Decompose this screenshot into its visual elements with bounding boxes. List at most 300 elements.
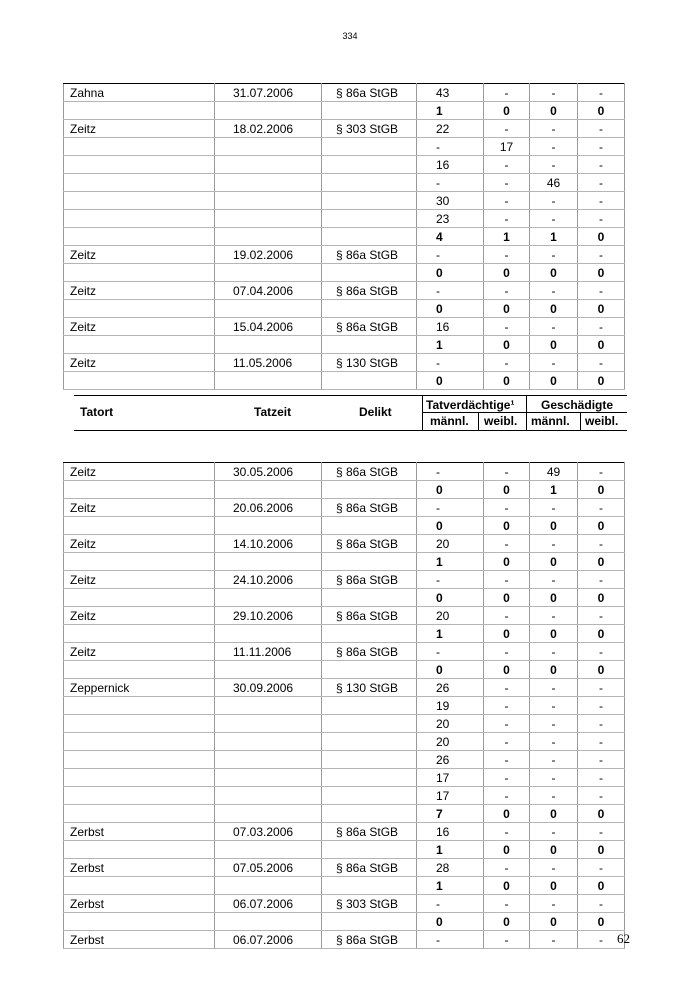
- gesch-maennl-cell: -: [530, 246, 578, 264]
- gesch-maennl-cell: 0: [530, 372, 578, 390]
- gesch-weibl-cell: 0: [578, 805, 625, 823]
- tatort-cell: [64, 192, 215, 210]
- tatzeit-cell: 31.07.2006: [215, 84, 322, 102]
- tatort-cell: Zerbst: [64, 931, 215, 949]
- delikt-cell: [322, 751, 417, 769]
- total-row: [64, 228, 625, 246]
- tatort-cell: [64, 841, 215, 859]
- table-row: [64, 769, 625, 787]
- total-row: [64, 625, 625, 643]
- incident-table-top: [63, 83, 625, 390]
- tatverd-maennl-cell: 0: [417, 300, 484, 318]
- gesch-maennl-cell: -: [530, 210, 578, 228]
- gesch-maennl-cell: -: [530, 607, 578, 625]
- gesch-maennl-cell: -: [530, 643, 578, 661]
- tatverd-weibl-cell: 0: [484, 300, 530, 318]
- delikt-cell: § 86a StGB: [322, 318, 417, 336]
- gesch-weibl-cell: -: [578, 192, 625, 210]
- table-row: [64, 895, 625, 913]
- tatverd-weibl-cell: 0: [484, 264, 530, 282]
- tatverd-weibl-cell: -: [484, 120, 530, 138]
- delikt-cell: [322, 877, 417, 895]
- tatort-cell: [64, 697, 215, 715]
- gesch-maennl-cell: 0: [530, 661, 578, 679]
- delikt-cell: § 86a StGB: [322, 571, 417, 589]
- gesch-weibl-cell: -: [578, 463, 625, 481]
- tatverd-maennl-cell: -: [417, 174, 484, 192]
- tatverd-maennl-cell: 16: [417, 318, 484, 336]
- gesch-maennl-cell: -: [530, 769, 578, 787]
- tatzeit-cell: [215, 805, 322, 823]
- gesch-maennl-cell: -: [530, 354, 578, 372]
- gesch-weibl-cell: -: [578, 354, 625, 372]
- tatzeit-cell: [215, 210, 322, 228]
- tatort-cell: [64, 715, 215, 733]
- total-row: [64, 300, 625, 318]
- gesch-weibl-cell: 0: [578, 625, 625, 643]
- tatzeit-cell: [215, 661, 322, 679]
- gesch-maennl-cell: 1: [530, 228, 578, 246]
- table-row: [64, 138, 625, 156]
- gesch-maennl-cell: -: [530, 84, 578, 102]
- delikt-cell: [322, 156, 417, 174]
- table-row: [64, 823, 625, 841]
- tatverd-maennl-cell: 4: [417, 228, 484, 246]
- tatverd-weibl-cell: -: [484, 679, 530, 697]
- gesch-weibl-cell: -: [578, 607, 625, 625]
- gesch-maennl-cell: 0: [530, 336, 578, 354]
- tatverd-weibl-cell: 0: [484, 553, 530, 571]
- tatverd-weibl-cell: -: [484, 859, 530, 877]
- table-row: [64, 499, 625, 517]
- tatzeit-cell: 06.07.2006: [215, 931, 322, 949]
- delikt-cell: § 86a StGB: [322, 84, 417, 102]
- tatort-cell: [64, 372, 215, 390]
- delikt-cell: § 86a StGB: [322, 859, 417, 877]
- gesch-maennl-cell: 0: [530, 553, 578, 571]
- gesch-weibl-cell: -: [578, 751, 625, 769]
- tatverd-maennl-cell: 0: [417, 372, 484, 390]
- tatverd-weibl-cell: 0: [484, 877, 530, 895]
- delikt-cell: § 86a StGB: [322, 643, 417, 661]
- gesch-weibl-cell: -: [578, 697, 625, 715]
- total-row: [64, 336, 625, 354]
- header-divider: [422, 396, 423, 430]
- tatverd-maennl-cell: 0: [417, 589, 484, 607]
- tatverd-maennl-cell: 26: [417, 751, 484, 769]
- tatverd-maennl-cell: -: [417, 571, 484, 589]
- header-gesch-maennl: männl.: [531, 414, 570, 428]
- gesch-weibl-cell: -: [578, 769, 625, 787]
- gesch-weibl-cell: 0: [578, 517, 625, 535]
- gesch-maennl-cell: -: [530, 282, 578, 300]
- tatverd-weibl-cell: -: [484, 643, 530, 661]
- gesch-weibl-cell: 0: [578, 661, 625, 679]
- tatzeit-cell: 24.10.2006: [215, 571, 322, 589]
- delikt-cell: § 86a StGB: [322, 246, 417, 264]
- total-row: [64, 102, 625, 120]
- delikt-cell: [322, 517, 417, 535]
- table-row: [64, 931, 625, 949]
- tatverd-maennl-cell: 16: [417, 156, 484, 174]
- tatzeit-cell: 11.05.2006: [215, 354, 322, 372]
- tatzeit-cell: 11.11.2006: [215, 643, 322, 661]
- gesch-maennl-cell: -: [530, 751, 578, 769]
- tatverd-weibl-cell: 0: [484, 372, 530, 390]
- table-row: [64, 210, 625, 228]
- delikt-cell: [322, 228, 417, 246]
- tatort-cell: Zeitz: [64, 535, 215, 553]
- gesch-maennl-cell: -: [530, 499, 578, 517]
- tatverd-weibl-cell: 17: [484, 138, 530, 156]
- table-row: [64, 751, 625, 769]
- delikt-cell: [322, 481, 417, 499]
- tatort-cell: [64, 228, 215, 246]
- tatverd-weibl-cell: -: [484, 895, 530, 913]
- delikt-cell: [322, 372, 417, 390]
- table-row: [64, 246, 625, 264]
- tatverd-maennl-cell: -: [417, 282, 484, 300]
- tatverd-maennl-cell: 20: [417, 715, 484, 733]
- tatverd-maennl-cell: 1: [417, 841, 484, 859]
- table-row: [64, 787, 625, 805]
- gesch-weibl-cell: 0: [578, 372, 625, 390]
- gesch-weibl-cell: -: [578, 156, 625, 174]
- header-tatverd-weibl: weibl.: [484, 414, 518, 428]
- tatverd-maennl-cell: 0: [417, 264, 484, 282]
- delikt-cell: § 86a StGB: [322, 282, 417, 300]
- tatort-cell: [64, 625, 215, 643]
- gesch-weibl-cell: -: [578, 859, 625, 877]
- gesch-weibl-cell: -: [578, 246, 625, 264]
- tatzeit-cell: [215, 697, 322, 715]
- tatort-cell: [64, 553, 215, 571]
- tatort-cell: Zeitz: [64, 282, 215, 300]
- total-row: [64, 481, 625, 499]
- tatverd-maennl-cell: -: [417, 931, 484, 949]
- tatzeit-cell: [215, 841, 322, 859]
- table-row: [64, 715, 625, 733]
- total-row: [64, 589, 625, 607]
- delikt-cell: [322, 787, 417, 805]
- tatort-cell: [64, 589, 215, 607]
- delikt-cell: [322, 805, 417, 823]
- tatverd-weibl-cell: 0: [484, 481, 530, 499]
- tatverd-weibl-cell: -: [484, 174, 530, 192]
- tatverd-maennl-cell: 1: [417, 877, 484, 895]
- tatort-cell: Zeitz: [64, 463, 215, 481]
- table-row: [64, 607, 625, 625]
- tatzeit-cell: [215, 751, 322, 769]
- gesch-maennl-cell: -: [530, 931, 578, 949]
- tatort-cell: [64, 300, 215, 318]
- delikt-cell: § 130 StGB: [322, 679, 417, 697]
- tatort-cell: [64, 913, 215, 931]
- gesch-weibl-cell: 0: [578, 913, 625, 931]
- tatverd-maennl-cell: 19: [417, 697, 484, 715]
- tatzeit-cell: [215, 102, 322, 120]
- tatort-cell: Zeitz: [64, 120, 215, 138]
- tatort-cell: [64, 877, 215, 895]
- delikt-cell: § 86a StGB: [322, 931, 417, 949]
- tatzeit-cell: [215, 787, 322, 805]
- tatzeit-cell: [215, 589, 322, 607]
- delikt-cell: [322, 553, 417, 571]
- table-row: [64, 571, 625, 589]
- tatverd-maennl-cell: 26: [417, 679, 484, 697]
- tatzeit-cell: [215, 517, 322, 535]
- tatverd-weibl-cell: -: [484, 535, 530, 553]
- tatverd-weibl-cell: 0: [484, 517, 530, 535]
- delikt-cell: [322, 733, 417, 751]
- gesch-maennl-cell: 1: [530, 481, 578, 499]
- gesch-maennl-cell: 0: [530, 300, 578, 318]
- gesch-weibl-cell: -: [578, 823, 625, 841]
- total-row: [64, 841, 625, 859]
- gesch-weibl-cell: -: [578, 318, 625, 336]
- page-number-bottom: 62: [617, 931, 630, 946]
- tatverd-maennl-cell: 23: [417, 210, 484, 228]
- gesch-maennl-cell: -: [530, 895, 578, 913]
- header-tatort: Tatort: [80, 405, 114, 419]
- header-divider: [526, 396, 527, 430]
- delikt-cell: [322, 192, 417, 210]
- tatverd-weibl-cell: 0: [484, 913, 530, 931]
- tatverd-maennl-cell: 1: [417, 625, 484, 643]
- tatverd-weibl-cell: -: [484, 210, 530, 228]
- tatort-cell: [64, 733, 215, 751]
- gesch-weibl-cell: -: [578, 174, 625, 192]
- gesch-weibl-cell: -: [578, 787, 625, 805]
- gesch-weibl-cell: -: [578, 535, 625, 553]
- tatverd-weibl-cell: -: [484, 571, 530, 589]
- table-row: [64, 463, 625, 481]
- tatverd-weibl-cell: -: [484, 733, 530, 751]
- tatverd-maennl-cell: 16: [417, 823, 484, 841]
- tatverd-weibl-cell: 0: [484, 841, 530, 859]
- gesch-maennl-cell: 0: [530, 102, 578, 120]
- header-divider: [422, 412, 627, 413]
- tatzeit-cell: 18.02.2006: [215, 120, 322, 138]
- gesch-maennl-cell: 46: [530, 174, 578, 192]
- tatzeit-cell: [215, 138, 322, 156]
- gesch-maennl-cell: -: [530, 318, 578, 336]
- delikt-cell: [322, 913, 417, 931]
- tatverd-weibl-cell: -: [484, 318, 530, 336]
- tatzeit-cell: [215, 481, 322, 499]
- header-gesch-weibl: weibl.: [585, 414, 619, 428]
- gesch-weibl-cell: 0: [578, 300, 625, 318]
- tatverd-maennl-cell: 22: [417, 120, 484, 138]
- gesch-maennl-cell: 0: [530, 913, 578, 931]
- tatverd-weibl-cell: -: [484, 463, 530, 481]
- total-row: [64, 264, 625, 282]
- gesch-weibl-cell: 0: [578, 264, 625, 282]
- tatzeit-cell: 30.05.2006: [215, 463, 322, 481]
- tatort-cell: Zeitz: [64, 571, 215, 589]
- table-row: [64, 697, 625, 715]
- gesch-weibl-cell: -: [578, 571, 625, 589]
- delikt-cell: [322, 715, 417, 733]
- gesch-weibl-cell: -: [578, 138, 625, 156]
- delikt-cell: [322, 138, 417, 156]
- table-row: [64, 535, 625, 553]
- tatverd-weibl-cell: -: [484, 931, 530, 949]
- table-row: [64, 679, 625, 697]
- tatzeit-cell: 15.04.2006: [215, 318, 322, 336]
- tatort-cell: [64, 264, 215, 282]
- gesch-maennl-cell: -: [530, 859, 578, 877]
- table-row: [64, 318, 625, 336]
- tatverd-maennl-cell: -: [417, 463, 484, 481]
- tatzeit-cell: [215, 553, 322, 571]
- tatverd-weibl-cell: -: [484, 751, 530, 769]
- tatort-cell: Zeitz: [64, 318, 215, 336]
- tatort-cell: Zeitz: [64, 354, 215, 372]
- tatverd-maennl-cell: 1: [417, 336, 484, 354]
- header-tatzeit: Tatzeit: [254, 405, 292, 419]
- tatzeit-cell: 07.04.2006: [215, 282, 322, 300]
- gesch-weibl-cell: 0: [578, 228, 625, 246]
- tatzeit-cell: [215, 877, 322, 895]
- tatort-cell: [64, 138, 215, 156]
- gesch-weibl-cell: 0: [578, 553, 625, 571]
- table-row: [64, 84, 625, 102]
- tatverd-weibl-cell: -: [484, 156, 530, 174]
- tatverd-maennl-cell: 28: [417, 859, 484, 877]
- gesch-maennl-cell: 0: [530, 841, 578, 859]
- tatverd-weibl-cell: -: [484, 697, 530, 715]
- tatverd-maennl-cell: 1: [417, 102, 484, 120]
- tatort-cell: [64, 787, 215, 805]
- tatzeit-cell: 29.10.2006: [215, 607, 322, 625]
- delikt-cell: [322, 300, 417, 318]
- tatort-cell: Zeppernick: [64, 679, 215, 697]
- tatverd-maennl-cell: 0: [417, 661, 484, 679]
- delikt-cell: § 86a StGB: [322, 823, 417, 841]
- delikt-cell: § 303 StGB: [322, 120, 417, 138]
- gesch-maennl-cell: -: [530, 697, 578, 715]
- tatverd-maennl-cell: -: [417, 895, 484, 913]
- total-row: [64, 805, 625, 823]
- tatverd-weibl-cell: 0: [484, 589, 530, 607]
- gesch-weibl-cell: -: [578, 120, 625, 138]
- gesch-weibl-cell: -: [578, 679, 625, 697]
- tatverd-weibl-cell: -: [484, 354, 530, 372]
- tatverd-weibl-cell: -: [484, 787, 530, 805]
- table-row: [64, 354, 625, 372]
- delikt-cell: [322, 841, 417, 859]
- tatverd-weibl-cell: -: [484, 246, 530, 264]
- gesch-weibl-cell: 0: [578, 589, 625, 607]
- delikt-cell: § 303 StGB: [322, 895, 417, 913]
- gesch-maennl-cell: -: [530, 120, 578, 138]
- gesch-maennl-cell: -: [530, 733, 578, 751]
- gesch-weibl-cell: 0: [578, 481, 625, 499]
- tatverd-maennl-cell: -: [417, 354, 484, 372]
- table-row: [64, 174, 625, 192]
- gesch-maennl-cell: -: [530, 571, 578, 589]
- tatverd-weibl-cell: -: [484, 823, 530, 841]
- delikt-cell: § 86a StGB: [322, 463, 417, 481]
- tatort-cell: Zeitz: [64, 643, 215, 661]
- gesch-weibl-cell: -: [578, 715, 625, 733]
- total-row: [64, 517, 625, 535]
- tatort-cell: [64, 481, 215, 499]
- gesch-weibl-cell: 0: [578, 102, 625, 120]
- tatzeit-cell: [215, 174, 322, 192]
- tatzeit-cell: [215, 715, 322, 733]
- gesch-weibl-cell: -: [578, 931, 625, 949]
- gesch-maennl-cell: -: [530, 715, 578, 733]
- tatzeit-cell: [215, 300, 322, 318]
- tatverd-maennl-cell: 43: [417, 84, 484, 102]
- header-geschaedigte: Geschädigte: [541, 398, 614, 412]
- delikt-cell: § 86a StGB: [322, 607, 417, 625]
- incident-table-bottom-body: [64, 463, 625, 949]
- tatort-cell: [64, 751, 215, 769]
- gesch-weibl-cell: -: [578, 210, 625, 228]
- gesch-maennl-cell: -: [530, 679, 578, 697]
- tatzeit-cell: [215, 264, 322, 282]
- gesch-maennl-cell: 0: [530, 589, 578, 607]
- gesch-weibl-cell: -: [578, 733, 625, 751]
- gesch-weibl-cell: 0: [578, 336, 625, 354]
- header-divider: [478, 413, 479, 430]
- header-delikt: Delikt: [359, 405, 392, 419]
- tatzeit-cell: [215, 733, 322, 751]
- gesch-maennl-cell: 49: [530, 463, 578, 481]
- tatverd-maennl-cell: -: [417, 499, 484, 517]
- gesch-maennl-cell: -: [530, 192, 578, 210]
- table-row: [64, 120, 625, 138]
- tatzeit-cell: [215, 913, 322, 931]
- tatverd-weibl-cell: 0: [484, 661, 530, 679]
- tatverd-maennl-cell: -: [417, 246, 484, 264]
- delikt-cell: § 130 StGB: [322, 354, 417, 372]
- gesch-maennl-cell: -: [530, 535, 578, 553]
- total-row: [64, 372, 625, 390]
- tatverd-maennl-cell: 1: [417, 553, 484, 571]
- tatort-cell: [64, 156, 215, 174]
- tatverd-maennl-cell: 20: [417, 535, 484, 553]
- tatzeit-cell: [215, 156, 322, 174]
- tatverd-maennl-cell: 17: [417, 769, 484, 787]
- tatort-cell: [64, 174, 215, 192]
- tatverd-weibl-cell: 0: [484, 102, 530, 120]
- gesch-weibl-cell: -: [578, 282, 625, 300]
- gesch-weibl-cell: -: [578, 84, 625, 102]
- total-row: [64, 913, 625, 931]
- tatort-cell: Zahna: [64, 84, 215, 102]
- tatort-cell: Zeitz: [64, 499, 215, 517]
- gesch-maennl-cell: 0: [530, 517, 578, 535]
- gesch-weibl-cell: -: [578, 895, 625, 913]
- incident-table-bottom: [63, 462, 625, 949]
- tatzeit-cell: 06.07.2006: [215, 895, 322, 913]
- total-row: [64, 661, 625, 679]
- tatzeit-cell: [215, 769, 322, 787]
- delikt-cell: [322, 661, 417, 679]
- tatort-cell: [64, 517, 215, 535]
- delikt-cell: [322, 174, 417, 192]
- delikt-cell: [322, 625, 417, 643]
- tatverd-maennl-cell: 20: [417, 733, 484, 751]
- table-row: [64, 643, 625, 661]
- delikt-cell: [322, 264, 417, 282]
- tatverd-maennl-cell: 30: [417, 192, 484, 210]
- gesch-weibl-cell: -: [578, 643, 625, 661]
